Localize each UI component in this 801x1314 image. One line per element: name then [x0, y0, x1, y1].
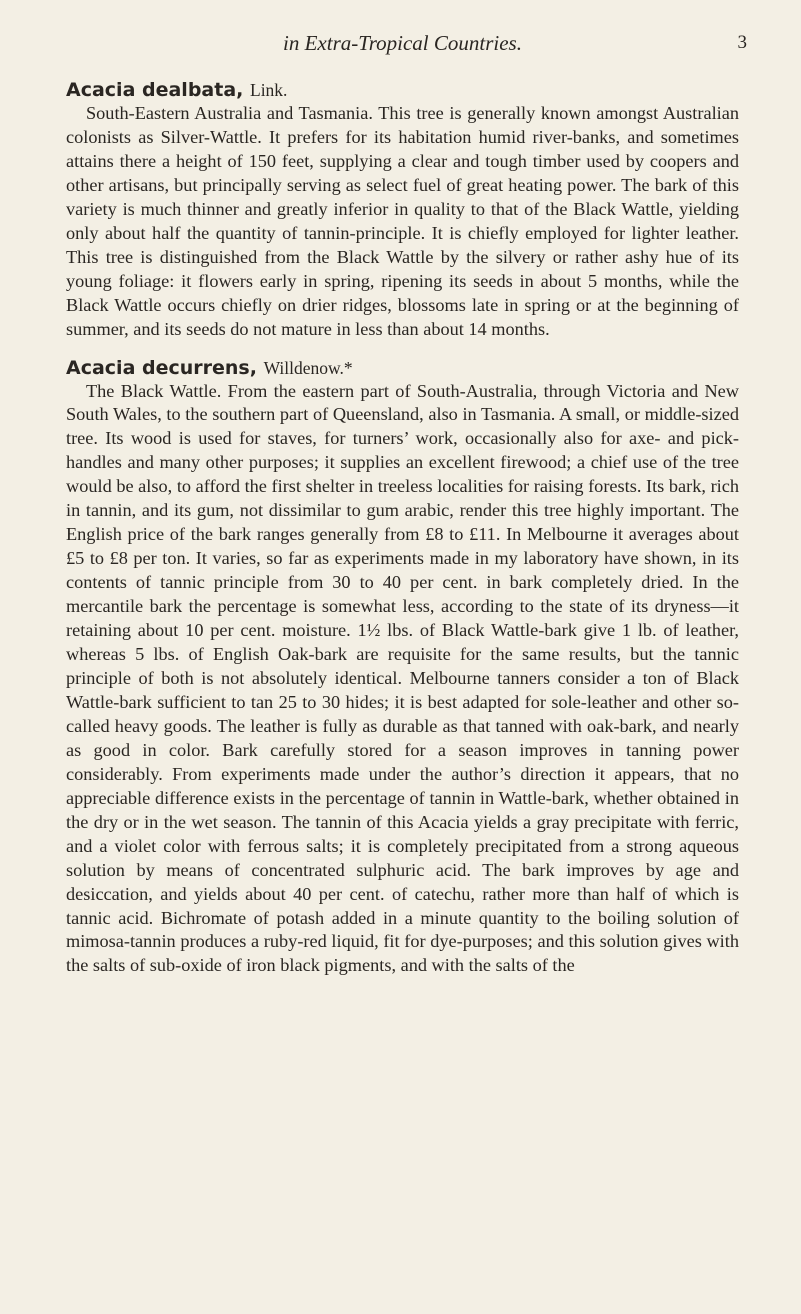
species-name: Acacia dealbata, — [66, 79, 244, 101]
running-head-title: in Extra-Tropical Countries. — [283, 31, 522, 55]
species-heading — [66, 356, 739, 380]
species-heading — [66, 78, 739, 102]
species-name: Acacia decurrens, — [66, 356, 257, 379]
species-description: South-Eastern Australia and Tasmania. This tree is generally known amongst Australian colonists as Silver-Wattle. It prefers for its habitation humid river-banks, and sometimes attains there a height of 150 feet, supplying a clear and tough timber used by coopers and other artisans, but principally serving as select fuel of great heating power. The bark of this variety is much thinner and greatly inferior in quality to that of the Black Wattle, yielding only about half the quantity of tannin-principle. It is chiefly employed for lighter leather. This tree is distinguished from the Black Wattle by the silvery or rather ashy hue of its young foliage: it flowers early in spring, ripening its seeds in about 5 months, while the Black Wattle occurs chiefly on drier ridges, blossoms late in spring or at the beginning of summer, and its seeds do not mature in less than about 14 months. — [66, 103, 739, 339]
entry-acacia-dealbata — [66, 78, 739, 342]
entry-acacia-decurrens — [66, 356, 739, 979]
species-authority: Link. — [250, 80, 288, 100]
species-authority: Willdenow.* — [263, 357, 353, 378]
species-description: The Black Wattle. From the eastern part of South-Australia, through Victoria and New South Wales, to the southern part of Queensland, also in Tasmania. A small, or middle-sized tree. Its wood is used for staves, for turners’ work, occasionally also for axe- and pick-handles and many other purposes; it supplies an excellent firewood; a chief use of the tree would be also, to afford the first shelter in treeless localities for raising forests. Its bark, rich in tannin, and its gum, not dissimilar to gum arabic, render this tree highly important. The English price of the bark ranges generally from £8 to £11. In Melbourne it averages about £5 to £8 per ton. It varies, so far as experiments made in my laboratory have shown, in its contents of tannic principle from 30 to 40 per cent. in bark completely dried. In the mercantile bark the percentage is somewhat less, according to the state of its dryness—it retaining about 10 per cent. moisture. 1½ lbs. of Black Wattle-bark give 1 lb. of leather, whereas 5 lbs. of English Oak-bark are requisite for the same results, but the tannic principle of both is not absolutely identical. Melbourne tanners consider a ton of Black Wattle-bark sufficient to tan 25 to 30 hides; it is best adapted for sole-leather and other so-called heavy goods. The leather is fully as durable as that tanned with oak-bark, and nearly as good in color. Bark carefully stored for a season improves in tanning power considerably. From experiments made under the author’s direction it appears, that no appreciable difference exists in the percentage of tannin in Wattle-bark, whether obtained in the dry or in the wet season. The tannin of this Acacia yields a gray precipitate with ferric, and a violet color with ferrous salts; it is completely precipitated from a strong aqueous solution by means of concentrated sulphuric acid. The bark improves by age and desiccation, and yields about 40 per cent. of catechu, rather more than half of which is tannic acid. Bichromate of potash added in a minute quantity to the boiling solution of mimosa-tannin produces a ruby-red liquid, fit for dye-purposes; and this solution gives with the salts of sub-oxide of iron black pigments, and with the salts of the — [66, 380, 739, 976]
page-number: 3 — [737, 32, 747, 53]
running-head — [66, 22, 747, 64]
